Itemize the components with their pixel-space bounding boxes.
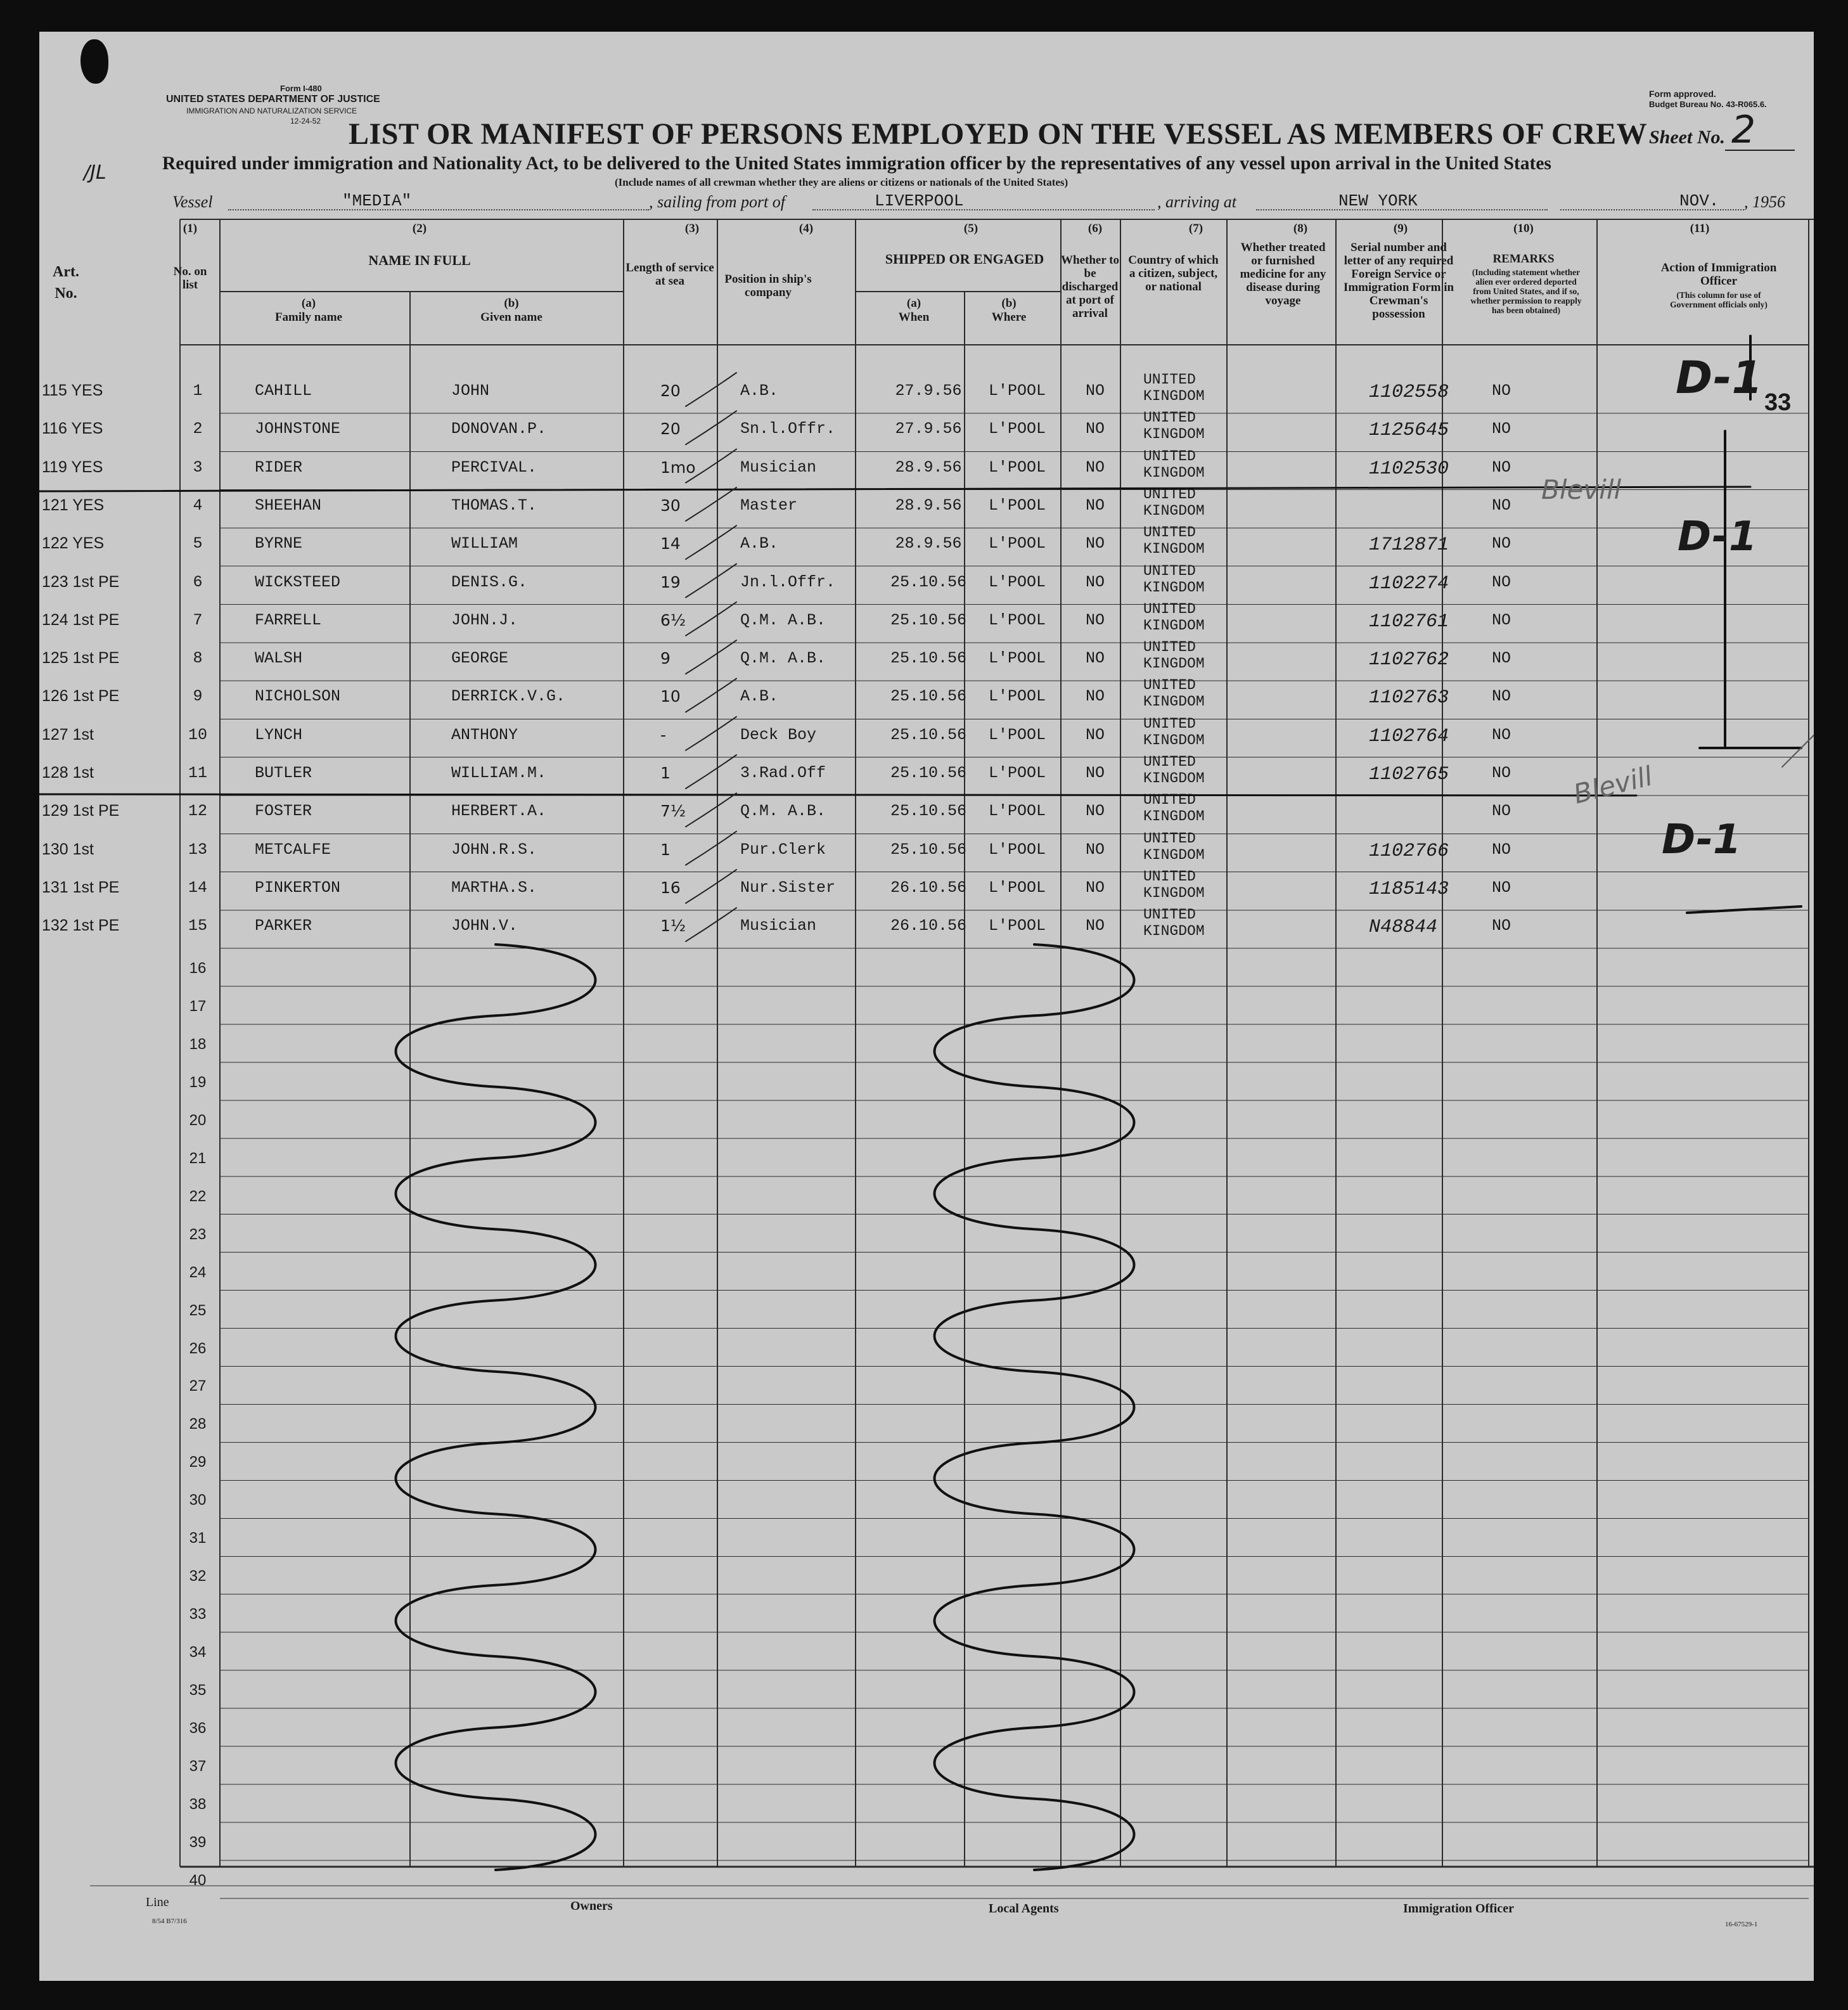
table-grid bbox=[39, 32, 1814, 1981]
art-no: 119 YES bbox=[42, 458, 103, 476]
country-line1: UNITED bbox=[1143, 486, 1196, 503]
given-name: JOHN bbox=[451, 382, 490, 400]
col-num-6: (6) bbox=[1088, 222, 1103, 235]
shipped-where: L'POOL bbox=[988, 725, 1046, 744]
position: Pur.Clerk bbox=[740, 840, 826, 859]
col-num-11: (11) bbox=[1690, 222, 1710, 235]
empty-row-number: 18 bbox=[189, 1035, 207, 1053]
length-of-service: 14 bbox=[660, 534, 681, 553]
row-number: 2 bbox=[193, 420, 203, 439]
vessel-name: "MEDIA" bbox=[342, 191, 412, 210]
family-name: RIDER bbox=[255, 458, 303, 477]
shipped-where: L'POOL bbox=[988, 840, 1046, 859]
country-line1: UNITED bbox=[1143, 715, 1196, 732]
bottom-code-left: 8/54 B7/316 bbox=[152, 1917, 187, 1925]
serial-number: 1102764 bbox=[1369, 725, 1449, 747]
empty-row-number: 27 bbox=[189, 1377, 207, 1395]
art-no: 129 1st PE bbox=[42, 802, 120, 820]
discharged: NO bbox=[1085, 917, 1105, 936]
country-line1: UNITED bbox=[1143, 677, 1196, 694]
length-of-service: 19 bbox=[660, 572, 681, 591]
header-remarks-note: (Including statement whether alien ever ordered deported from United States, and if so, whether permission to reapply has been obtained) bbox=[1470, 267, 1582, 315]
header-remarks: REMARKS bbox=[1492, 252, 1555, 266]
initials-1: Blevill bbox=[1541, 474, 1622, 505]
serial-number: 1102765 bbox=[1369, 764, 1449, 785]
country-line1: UNITED bbox=[1143, 600, 1196, 617]
footer-immigration-officer-label: Immigration Officer bbox=[1403, 1902, 1514, 1916]
length-of-service: 1mo bbox=[660, 458, 696, 477]
position: Q.M. A.B. bbox=[740, 649, 826, 668]
row-number: 4 bbox=[193, 496, 203, 515]
empty-row-number: 25 bbox=[189, 1301, 207, 1319]
country-line2: KINGDOM bbox=[1143, 731, 1205, 749]
empty-row-number: 30 bbox=[189, 1491, 207, 1509]
sheet-label-text: Sheet No. bbox=[1649, 127, 1725, 148]
given-name: DONOVAN.P. bbox=[451, 420, 547, 439]
port-to: NEW YORK bbox=[1338, 191, 1418, 210]
remarks: NO bbox=[1492, 802, 1511, 821]
shipped-where: L'POOL bbox=[988, 420, 1046, 439]
country-line2: KINGDOM bbox=[1143, 923, 1205, 940]
country-line1: UNITED bbox=[1143, 830, 1196, 847]
family-name: BYRNE bbox=[255, 534, 303, 553]
length-of-service: 1 bbox=[660, 840, 671, 859]
footer-local-agents-label: Local Agents bbox=[989, 1902, 1059, 1916]
family-name: BUTLER bbox=[255, 764, 312, 782]
shipped-where: L'POOL bbox=[988, 878, 1046, 897]
approval-line2: Budget Bureau No. 43-R065.6. bbox=[1649, 100, 1767, 109]
sheet-number: 2 bbox=[1731, 108, 1756, 152]
discharged: NO bbox=[1085, 420, 1105, 439]
discharged: NO bbox=[1085, 649, 1105, 668]
row-number: 11 bbox=[188, 764, 207, 782]
art-no: 121 YES bbox=[42, 496, 105, 514]
col-num-10: (10) bbox=[1513, 222, 1534, 235]
given-name: HERBERT.A. bbox=[451, 802, 547, 821]
subtitle: Required under immigration and Nationality Act, to be delivered to the United States immigration officer by the representatives of any vessel upon arrival in the United States bbox=[162, 153, 1551, 174]
shipped-when: 25.10.56 bbox=[890, 725, 967, 744]
remarks: NO bbox=[1492, 878, 1511, 897]
header-serial: Serial number and letter of any required Foreign Service or Immigration Form in Crewman's possession bbox=[1343, 241, 1454, 321]
length-of-service: 1½ bbox=[660, 917, 686, 936]
row-number: 5 bbox=[193, 534, 203, 553]
given-name: JOHN.J. bbox=[451, 610, 518, 629]
position: Master bbox=[740, 496, 798, 515]
art-no: 122 YES bbox=[42, 534, 105, 553]
row-number: 15 bbox=[188, 917, 207, 936]
arrival-year: , 1956 bbox=[1744, 193, 1785, 211]
shipped-when: 25.10.56 bbox=[890, 610, 967, 629]
col-num-3: (3) bbox=[684, 222, 700, 235]
discharged: NO bbox=[1085, 382, 1105, 400]
header-name-in-full: NAME IN FULL bbox=[368, 252, 471, 268]
country-line1: UNITED bbox=[1143, 562, 1196, 579]
header-action: Action of Immigration Officer bbox=[1660, 261, 1777, 288]
length-of-service: - bbox=[660, 725, 667, 744]
art-no: 123 1st PE bbox=[42, 572, 120, 591]
bottom-code-right: 16-67529-1 bbox=[1725, 1921, 1758, 1928]
empty-row-number: 20 bbox=[189, 1111, 207, 1129]
art-no: 116 YES bbox=[42, 420, 103, 438]
shipped-where: L'POOL bbox=[988, 610, 1046, 629]
discharged: NO bbox=[1085, 458, 1105, 477]
country-line1: UNITED bbox=[1143, 754, 1196, 770]
empty-row-number: 19 bbox=[189, 1073, 207, 1091]
position: Sn.l.Offr. bbox=[740, 420, 836, 439]
position: Musician bbox=[740, 917, 817, 936]
shipped-where: L'POOL bbox=[988, 764, 1046, 782]
family-name: LYNCH bbox=[255, 725, 303, 744]
remarks: NO bbox=[1492, 725, 1511, 744]
empty-row-number: 23 bbox=[189, 1225, 207, 1243]
header-shipped: SHIPPED OR ENGAGED bbox=[885, 251, 1044, 267]
remarks: NO bbox=[1492, 458, 1511, 477]
shipped-when: 27.9.56 bbox=[895, 420, 962, 439]
header-discharged: Whether to be discharged at port of arrival bbox=[1061, 254, 1119, 320]
country-line1: UNITED bbox=[1143, 524, 1196, 541]
country-line2: KINGDOM bbox=[1143, 655, 1205, 673]
header-where: Where bbox=[991, 311, 1027, 324]
position: Nur.Sister bbox=[740, 878, 836, 897]
form-number: Form I-480 bbox=[280, 84, 322, 93]
shipped-where: L'POOL bbox=[988, 649, 1046, 668]
empty-row-number: 29 bbox=[189, 1453, 207, 1471]
discharged: NO bbox=[1085, 802, 1105, 821]
header-action-note: (This column for use of Government officials only) bbox=[1670, 290, 1768, 309]
serial-number: 1102530 bbox=[1369, 458, 1449, 480]
discharged: NO bbox=[1085, 725, 1105, 744]
remarks: NO bbox=[1492, 420, 1511, 439]
family-name: FOSTER bbox=[255, 802, 312, 821]
header-treated: Whether treated or furnished medicine for any disease during voyage bbox=[1240, 241, 1326, 307]
remarks: NO bbox=[1492, 610, 1511, 629]
length-of-service: 6½ bbox=[660, 610, 686, 629]
remarks: NO bbox=[1492, 764, 1511, 782]
shipped-when: 26.10.56 bbox=[890, 917, 967, 936]
serial-number: 1712871 bbox=[1369, 534, 1449, 557]
discharged: NO bbox=[1085, 764, 1105, 782]
empty-row-number: 21 bbox=[189, 1149, 207, 1167]
given-name: MARTHA.S. bbox=[451, 878, 537, 897]
country-line1: UNITED bbox=[1143, 371, 1196, 388]
shipped-when: 25.10.56 bbox=[890, 649, 967, 668]
position: Musician bbox=[740, 458, 817, 477]
art-no: 131 1st PE bbox=[42, 878, 120, 896]
header-no-on-list: No. on list bbox=[173, 265, 207, 292]
col-num-9: (9) bbox=[1393, 222, 1408, 235]
given-name: ANTHONY bbox=[451, 725, 518, 744]
action-mark-2: D-1 bbox=[1678, 513, 1757, 560]
remarks: NO bbox=[1492, 382, 1511, 400]
vessel-label: Vessel bbox=[172, 193, 213, 211]
position: 3.Rad.Off bbox=[740, 764, 826, 782]
header-given: Given name bbox=[480, 311, 542, 324]
position: A.B. bbox=[740, 382, 779, 400]
family-name: CAHILL bbox=[255, 382, 312, 400]
row-number: 13 bbox=[188, 840, 207, 859]
empty-row-number: 37 bbox=[189, 1757, 207, 1775]
empty-row-number: 16 bbox=[189, 960, 207, 977]
given-name: WILLIAM bbox=[451, 534, 518, 553]
serial-number: 1185143 bbox=[1369, 878, 1449, 900]
remarks: NO bbox=[1492, 572, 1511, 591]
given-name: JOHN.V. bbox=[451, 917, 518, 936]
header-family-a: (a) bbox=[301, 297, 316, 310]
col-num-2: (2) bbox=[412, 222, 427, 235]
given-name: THOMAS.T. bbox=[451, 496, 537, 515]
length-of-service: 20 bbox=[660, 420, 681, 439]
discharged: NO bbox=[1085, 878, 1105, 897]
art-no: 125 1st PE bbox=[42, 649, 120, 667]
empty-row-number: 38 bbox=[189, 1795, 207, 1813]
empty-row-number: 17 bbox=[189, 997, 207, 1015]
discharged: NO bbox=[1085, 687, 1105, 706]
margin-mark: /JL bbox=[84, 162, 106, 184]
art-no: 124 1st PE bbox=[42, 610, 120, 629]
col-num-8: (8) bbox=[1293, 222, 1308, 235]
position: Deck Boy bbox=[740, 725, 817, 744]
header-family: Family name bbox=[274, 311, 343, 324]
family-name: JOHNSTONE bbox=[255, 420, 341, 439]
serial-number: 1125645 bbox=[1369, 420, 1449, 442]
serial-number: 1102763 bbox=[1369, 687, 1449, 709]
length-of-service: 10 bbox=[660, 687, 681, 706]
col-num-4: (4) bbox=[799, 222, 814, 235]
position: Q.M. A.B. bbox=[740, 610, 826, 629]
art-no: 126 1st PE bbox=[42, 687, 120, 705]
art-no: 128 1st bbox=[42, 764, 94, 782]
header-length: Length of service at sea bbox=[626, 261, 714, 288]
shipped-where: L'POOL bbox=[988, 802, 1046, 821]
action-mark-1: D-1 bbox=[1676, 352, 1763, 404]
header-where-b: (b) bbox=[1001, 297, 1017, 310]
serial-number: 1102761 bbox=[1369, 610, 1449, 633]
row-number: 9 bbox=[193, 687, 203, 706]
shipped-when: 26.10.56 bbox=[890, 878, 967, 897]
shipped-where: L'POOL bbox=[988, 534, 1046, 553]
position: Jn.l.Offr. bbox=[740, 572, 836, 591]
initials-2: Blevill bbox=[1570, 760, 1656, 810]
count-mark: 33 bbox=[1764, 389, 1792, 416]
empty-row-number: 28 bbox=[189, 1415, 207, 1433]
serial-number: 1102274 bbox=[1369, 572, 1449, 595]
country-line2: KINGDOM bbox=[1143, 464, 1205, 481]
arrival-date: NOV. bbox=[1679, 191, 1719, 210]
shipped-when: 27.9.56 bbox=[895, 382, 962, 400]
header-when-a: (a) bbox=[906, 297, 921, 310]
shipped-when: 25.10.56 bbox=[890, 687, 967, 706]
given-name: DENIS.G. bbox=[451, 572, 528, 591]
position: Q.M. A.B. bbox=[740, 802, 826, 821]
row-number: 14 bbox=[188, 878, 207, 897]
family-name: WICKSTEED bbox=[255, 572, 341, 591]
family-name: PARKER bbox=[255, 917, 312, 936]
country-line2: KINGDOM bbox=[1143, 541, 1205, 558]
row-number: 3 bbox=[193, 458, 203, 477]
shipped-when: 25.10.56 bbox=[890, 802, 967, 821]
header-given-b: (b) bbox=[504, 297, 519, 310]
family-name: SHEEHAN bbox=[255, 496, 322, 515]
country-line2: KINGDOM bbox=[1143, 426, 1205, 443]
col-num-7: (7) bbox=[1188, 222, 1203, 235]
remarks: NO bbox=[1492, 496, 1511, 515]
discharged: NO bbox=[1085, 572, 1105, 591]
country-line1: UNITED bbox=[1143, 639, 1196, 656]
empty-row-number: 32 bbox=[189, 1568, 207, 1585]
length-of-service: 16 bbox=[660, 878, 681, 897]
country-line2: KINGDOM bbox=[1143, 502, 1205, 519]
country-line1: UNITED bbox=[1143, 409, 1196, 427]
length-of-service: 1 bbox=[660, 764, 671, 782]
sailing-label: , sailing from port of bbox=[649, 193, 786, 211]
page-title: LIST OR MANIFEST OF PERSONS EMPLOYED ON THE VESSEL AS MEMBERS OF CREW bbox=[349, 117, 1648, 151]
country-line2: KINGDOM bbox=[1143, 884, 1205, 901]
serial-number: 1102558 bbox=[1369, 382, 1449, 403]
shipped-when: 28.9.56 bbox=[895, 458, 962, 477]
empty-row-number: 40 bbox=[189, 1871, 207, 1889]
discharged: NO bbox=[1085, 610, 1105, 629]
row-number: 12 bbox=[188, 802, 207, 821]
serial-number: 1102766 bbox=[1369, 840, 1449, 862]
form-agency-line2: IMMIGRATION AND NATURALIZATION SERVICE bbox=[186, 106, 357, 115]
remarks: NO bbox=[1492, 840, 1511, 859]
manifest-sheet bbox=[39, 32, 1814, 1981]
discharged: NO bbox=[1085, 534, 1105, 553]
col-num-5: (5) bbox=[963, 222, 979, 235]
approval-line1: Form approved. bbox=[1649, 89, 1716, 99]
length-of-service: 7½ bbox=[660, 802, 686, 821]
country-line2: KINGDOM bbox=[1143, 617, 1205, 634]
empty-row-number: 39 bbox=[189, 1833, 207, 1851]
shipped-when: 25.10.56 bbox=[890, 840, 967, 859]
empty-row-number: 26 bbox=[189, 1339, 207, 1357]
row-number: 8 bbox=[193, 649, 203, 668]
length-of-service: 30 bbox=[660, 496, 681, 515]
position: A.B. bbox=[740, 534, 779, 553]
country-line2: KINGDOM bbox=[1143, 846, 1205, 863]
length-of-service: 9 bbox=[660, 649, 671, 668]
given-name: JOHN.R.S. bbox=[451, 840, 537, 859]
shipped-where: L'POOL bbox=[988, 917, 1046, 936]
empty-row-number: 35 bbox=[189, 1682, 207, 1699]
discharged: NO bbox=[1085, 840, 1105, 859]
country-line1: UNITED bbox=[1143, 448, 1196, 465]
shipped-where: L'POOL bbox=[988, 496, 1046, 515]
art-no: 127 1st bbox=[42, 725, 94, 744]
family-name: METCALFE bbox=[255, 840, 331, 859]
empty-row-number: 33 bbox=[189, 1606, 207, 1623]
discharged: NO bbox=[1085, 496, 1105, 515]
header-country: Country of which a citizen, subject, or national bbox=[1128, 254, 1219, 293]
header-art-no: Art. No. bbox=[53, 264, 79, 302]
country-line1: UNITED bbox=[1143, 906, 1196, 924]
art-no: 115 YES bbox=[42, 382, 103, 399]
remarks: NO bbox=[1492, 687, 1511, 706]
country-line2: KINGDOM bbox=[1143, 579, 1205, 596]
country-line2: KINGDOM bbox=[1143, 388, 1205, 404]
shipped-where: L'POOL bbox=[988, 572, 1046, 591]
row-number: 10 bbox=[188, 725, 207, 744]
arriving-label: , arriving at bbox=[1157, 193, 1236, 211]
length-of-service: 20 bbox=[660, 382, 681, 400]
family-name: FARRELL bbox=[255, 610, 322, 629]
serial-number: N48844 bbox=[1369, 917, 1438, 939]
shipped-when: 28.9.56 bbox=[895, 496, 962, 515]
col-num-1: (1) bbox=[183, 222, 198, 235]
country-line1: UNITED bbox=[1143, 792, 1196, 809]
empty-row-number: 22 bbox=[189, 1187, 207, 1205]
header-position: Position in ship's company bbox=[724, 273, 812, 299]
form-agency-line1: UNITED STATES DEPARTMENT OF JUSTICE bbox=[166, 94, 380, 105]
shipped-when: 28.9.56 bbox=[895, 534, 962, 553]
family-name: NICHOLSON bbox=[255, 687, 341, 706]
country-line2: KINGDOM bbox=[1143, 770, 1205, 787]
row-number: 7 bbox=[193, 610, 203, 629]
remarks: NO bbox=[1492, 649, 1511, 668]
remarks: NO bbox=[1492, 534, 1511, 553]
shipped-when: 25.10.56 bbox=[890, 572, 967, 591]
family-name: PINKERTON bbox=[255, 878, 341, 897]
empty-row-number: 36 bbox=[189, 1720, 207, 1737]
shipped-where: L'POOL bbox=[988, 458, 1046, 477]
art-no: 132 1st PE bbox=[42, 917, 120, 935]
shipped-when: 25.10.56 bbox=[890, 764, 967, 782]
form-date: 12-24-52 bbox=[290, 117, 321, 126]
shipped-where: L'POOL bbox=[988, 687, 1046, 706]
header-when: When bbox=[898, 311, 930, 324]
empty-row-number: 34 bbox=[189, 1644, 207, 1661]
empty-row-number: 31 bbox=[189, 1530, 207, 1547]
country-line2: KINGDOM bbox=[1143, 693, 1205, 711]
shipped-where: L'POOL bbox=[988, 382, 1046, 400]
given-name: WILLIAM.M. bbox=[451, 764, 547, 782]
empty-row-number: 24 bbox=[189, 1263, 207, 1281]
footer-line-label: Line bbox=[146, 1895, 169, 1909]
given-name: DERRICK.V.G. bbox=[451, 687, 566, 706]
port-from: LIVERPOOL bbox=[875, 191, 964, 210]
remarks: NO bbox=[1492, 917, 1511, 936]
serial-number: 1102762 bbox=[1369, 649, 1449, 671]
country-line2: KINGDOM bbox=[1143, 808, 1205, 825]
given-name: PERCIVAL. bbox=[451, 458, 537, 477]
action-mark-3: D-1 bbox=[1662, 816, 1742, 863]
given-name: GEORGE bbox=[451, 649, 509, 668]
position: A.B. bbox=[740, 687, 779, 706]
family-name: WALSH bbox=[255, 649, 303, 668]
country-line1: UNITED bbox=[1143, 868, 1196, 885]
row-number: 1 bbox=[193, 382, 203, 400]
footer-owners-label: Owners bbox=[570, 1899, 613, 1913]
subnote: (Include names of all crewman whether they are aliens or citizens or nationals of the United States) bbox=[615, 176, 1068, 188]
row-number: 6 bbox=[193, 572, 203, 591]
art-no: 130 1st bbox=[42, 840, 94, 858]
